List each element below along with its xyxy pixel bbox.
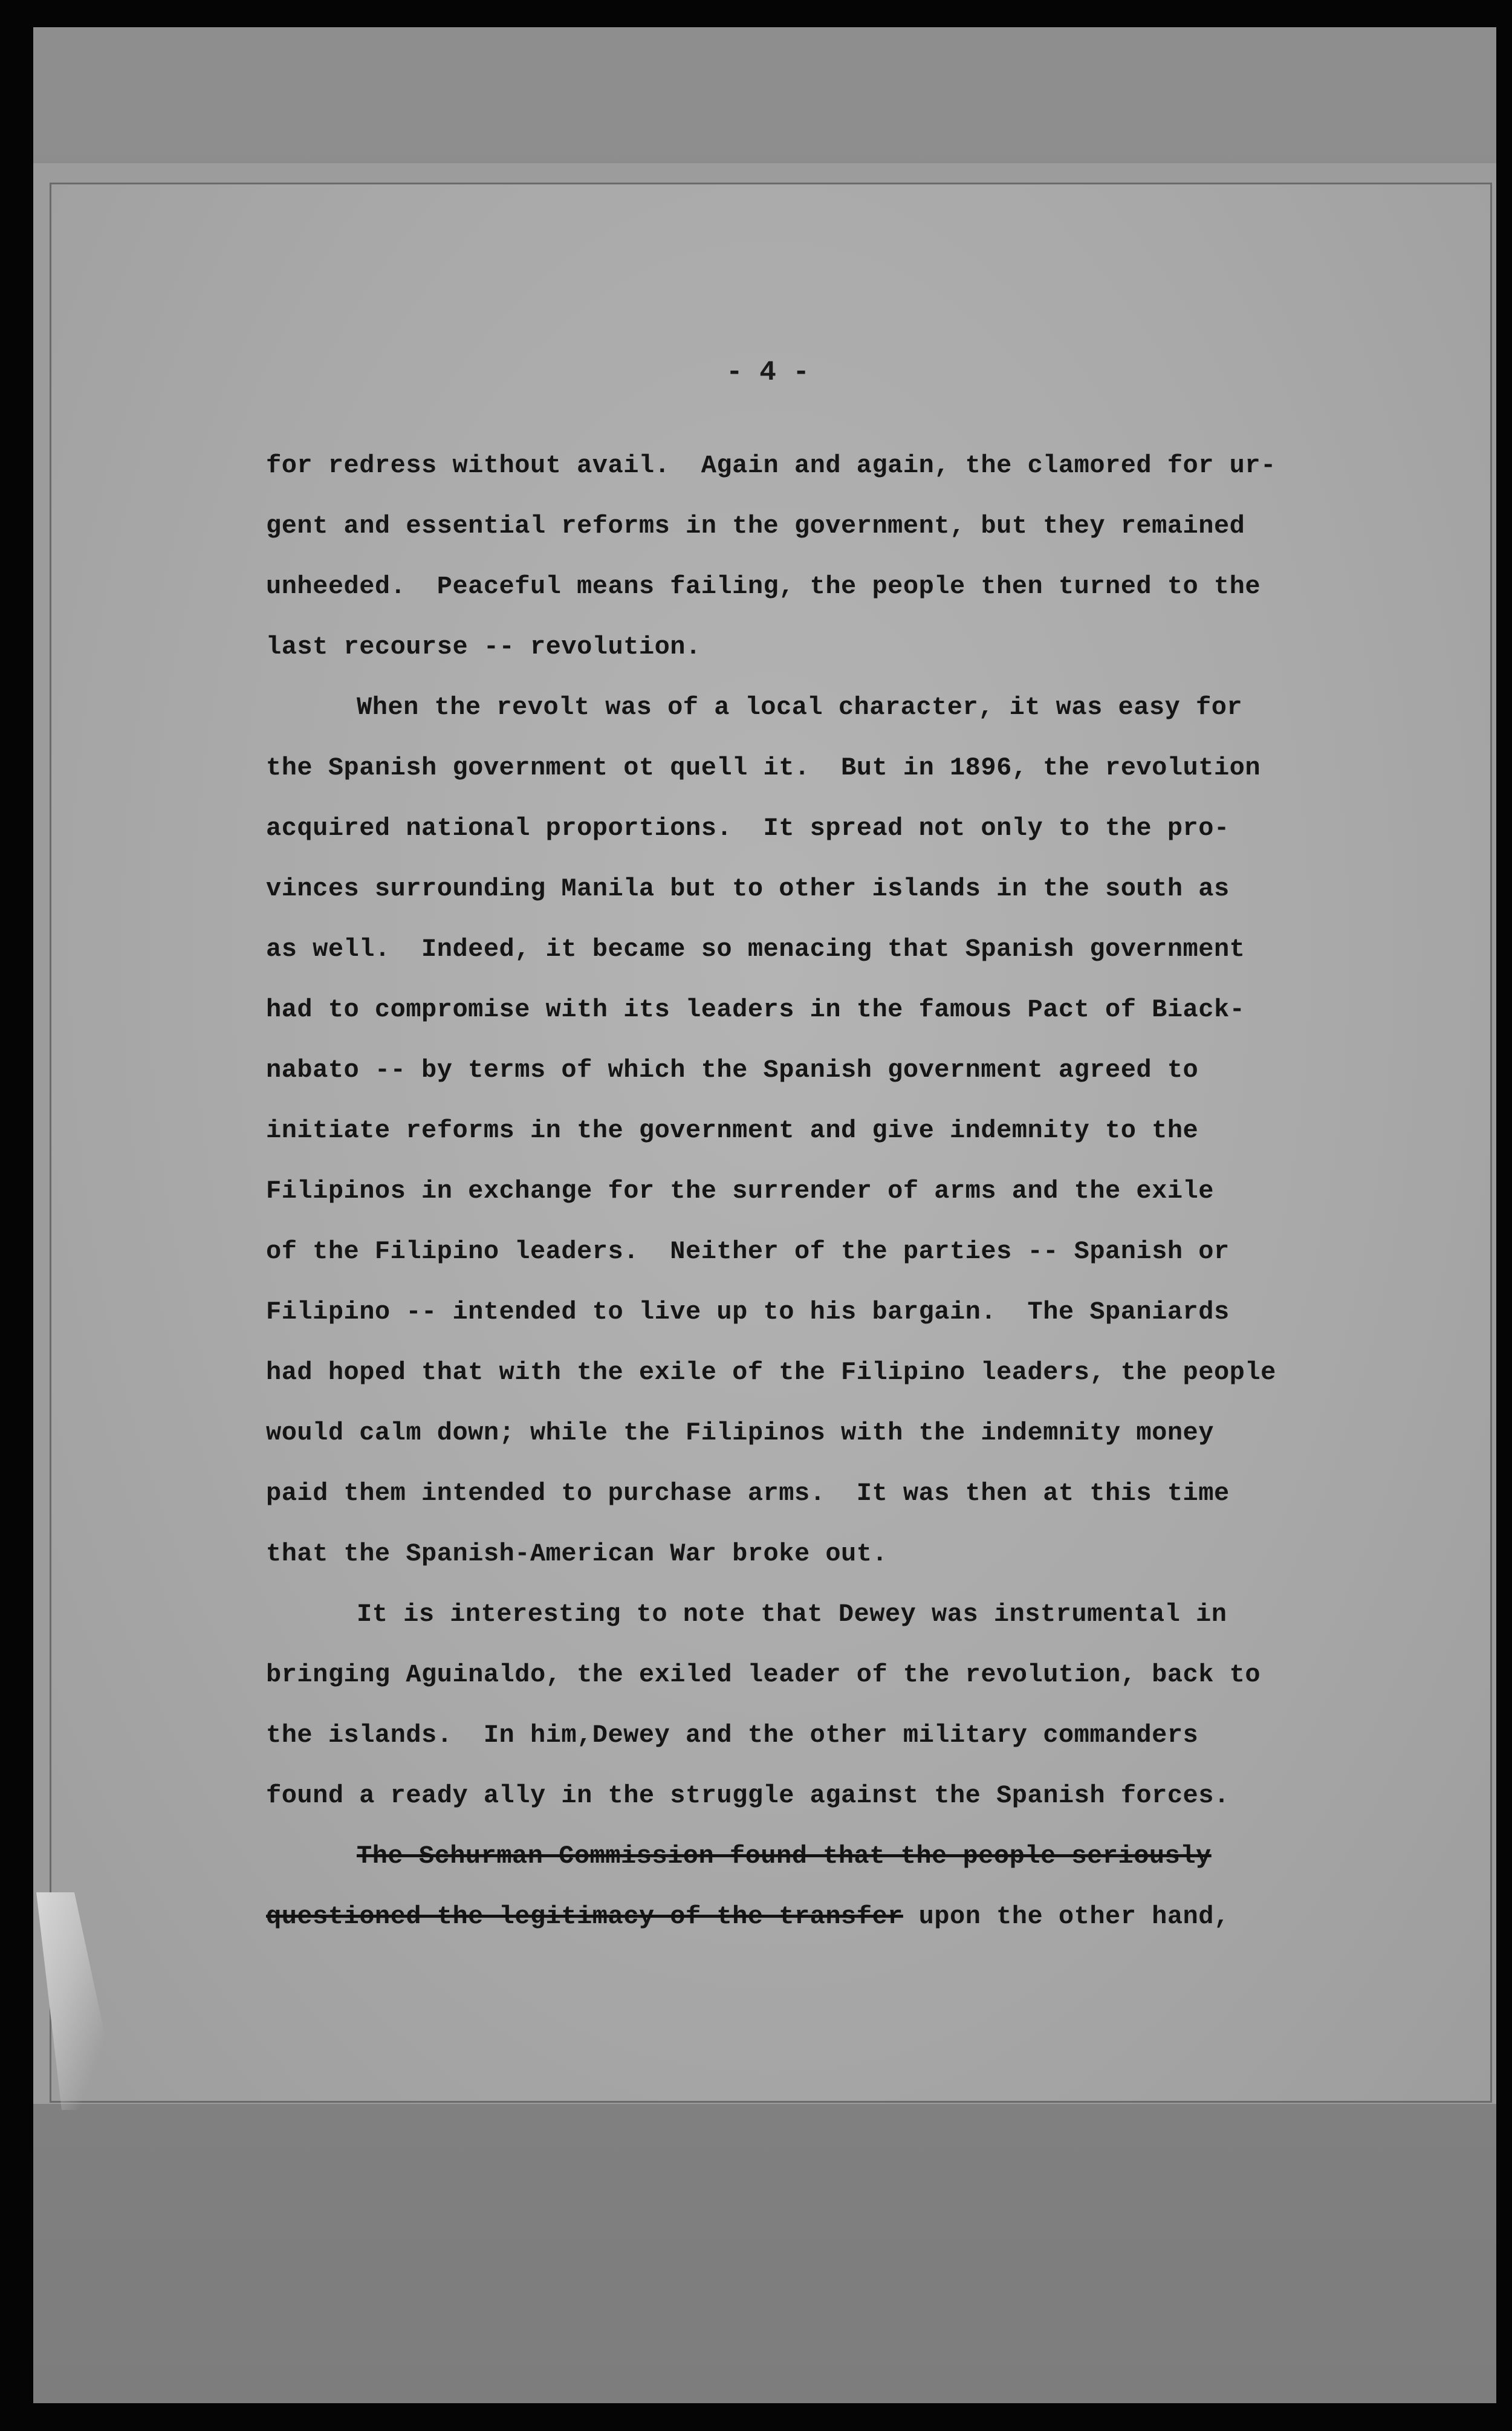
page-number: - 4 - — [725, 357, 810, 388]
text-line: gent and essential reforms in the government, but they remained — [266, 511, 1245, 540]
text-line: paid them intended to purchase arms. It was then at this time — [266, 1479, 1230, 1508]
text-line: had to compromise with its leaders in the famous Pact of Biack- — [266, 995, 1245, 1024]
paragraph-start-line: It is interesting to note that Dewey was instrumental in — [357, 1600, 1227, 1629]
text-line: that the Spanish-American War broke out. — [266, 1539, 888, 1568]
text-line: Filipino -- intended to live up to his bargain. The Spaniards — [266, 1297, 1230, 1326]
text-line: initiate reforms in the government and give indemnity to the — [266, 1116, 1199, 1145]
text-line: vinces surrounding Manila but to other islands in the south as — [266, 874, 1230, 903]
text-line: of the Filipino leaders. Neither of the parties -- Spanish or — [266, 1237, 1230, 1266]
body-text — [266, 435, 1306, 1947]
text-line: would calm down; while the Filipinos with the indemnity money — [266, 1418, 1214, 1447]
text-line: for redress without avail. Again and again, the clamored for ur- — [266, 451, 1276, 480]
struck-line — [266, 1826, 1306, 1886]
text-line: had hoped that with the exile of the Filipino leaders, the people — [266, 1358, 1276, 1387]
text-line: Filipinos in exchange for the surrender of arms and the exile — [266, 1177, 1214, 1206]
text-line: nabato -- by terms of which the Spanish government agreed to — [266, 1056, 1199, 1085]
struck-text: questioned the legitimacy of the transfer — [266, 1902, 903, 1931]
text-line: unheeded. Peaceful means failing, the people then turned to the — [266, 572, 1261, 601]
paragraph-start-line: When the revolt was of a local character, it was easy for — [357, 693, 1243, 722]
struck-text: The Schurman Commission found that the people seriously — [357, 1842, 1212, 1871]
text-line: the islands. In him,Dewey and the other military commanders — [266, 1721, 1199, 1750]
text-line: bringing Aguinaldo, the exiled leader of the revolution, back to — [266, 1660, 1261, 1689]
final-line — [266, 1886, 1306, 1947]
text-line: last recourse -- revolution. — [266, 632, 701, 661]
remaining-text: upon the other hand, — [903, 1902, 1230, 1931]
text-line: acquired national proportions. It spread not only to the pro- — [266, 814, 1230, 843]
text-line: the Spanish government ot quell it. But in 1896, the revolution — [266, 753, 1261, 782]
text-line: found a ready ally in the struggle against the Spanish forces. — [266, 1781, 1230, 1810]
text-line: as well. Indeed, it became so menacing that Spanish government — [266, 935, 1245, 964]
